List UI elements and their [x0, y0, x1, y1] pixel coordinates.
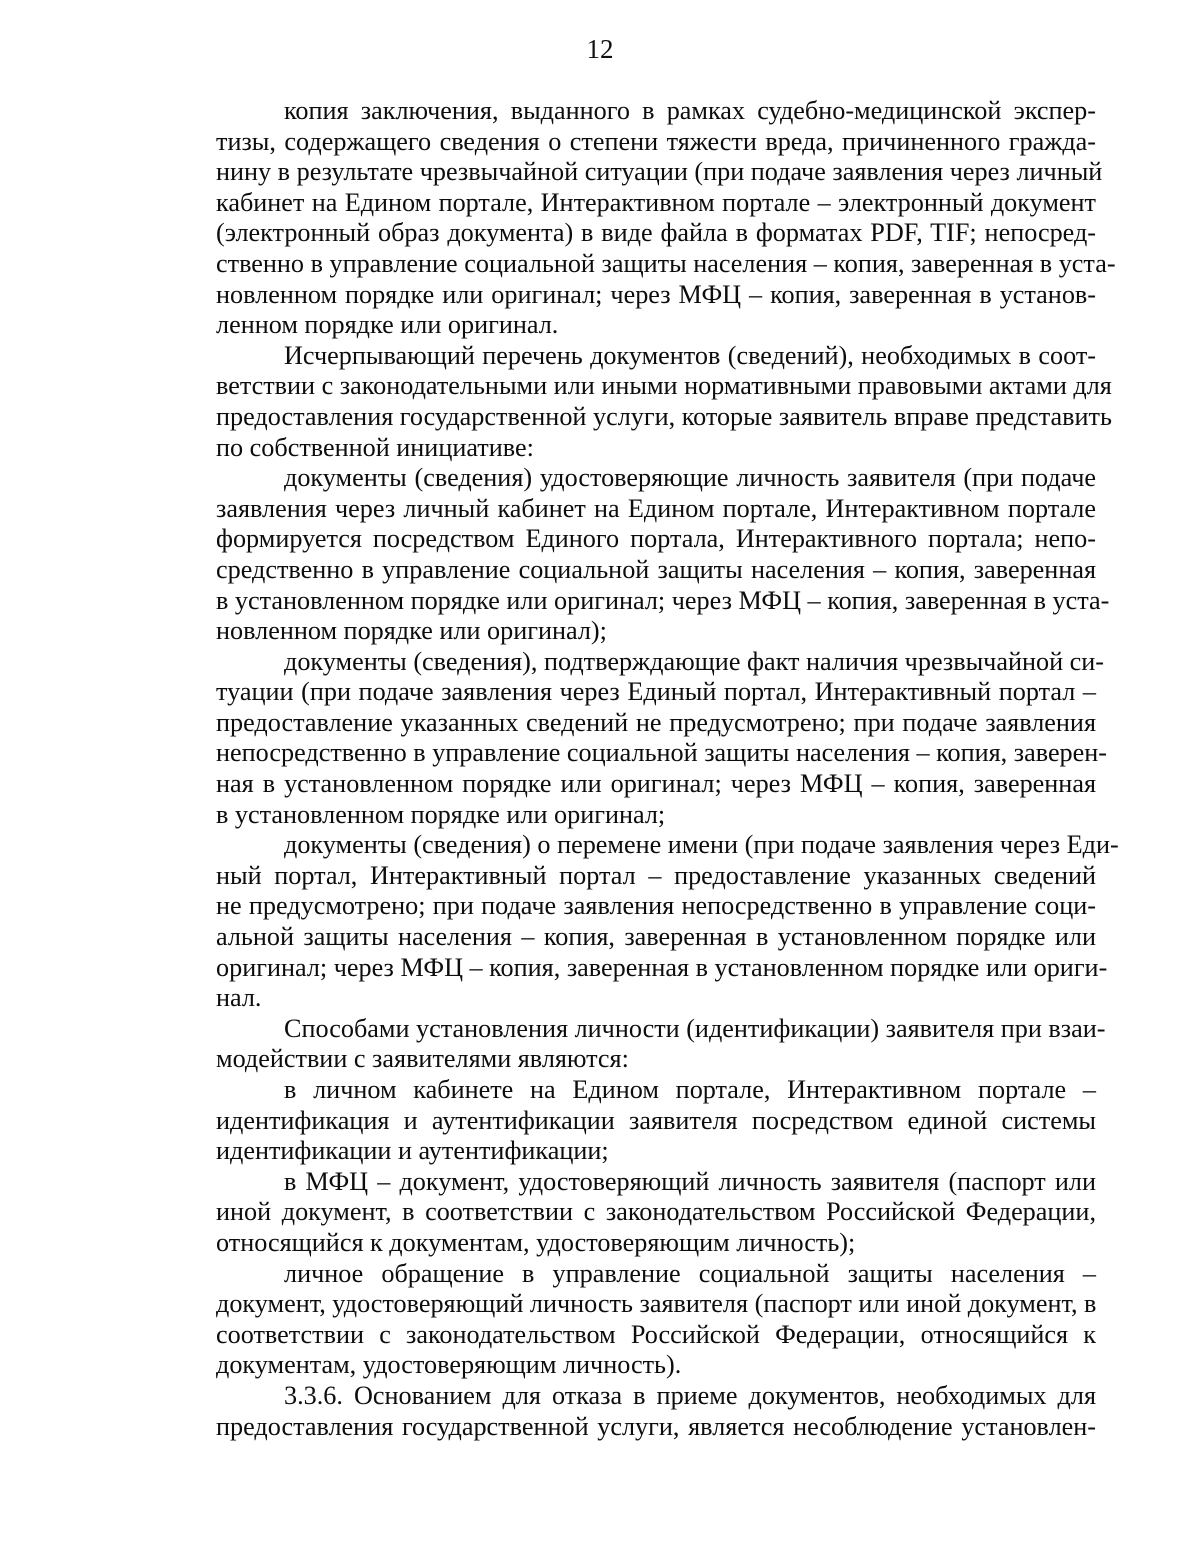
- text-line: (электронный образ документа) в виде файла в форматах PDF, TIF; непосред-: [216, 218, 1096, 248]
- text-line: формируется посредством Единого портала, Интерактивного портала; непо-: [216, 524, 1096, 554]
- text-line: относящийся к документам, удостоверяющим личность);: [216, 1227, 856, 1257]
- paragraph-name-change-documents: [216, 830, 1119, 1014]
- text-line: идентификация и аутентификации заявителя посредством единой системы: [216, 1105, 1096, 1135]
- text-line: 3.3.6. Основанием для отказа в приеме документов, необходимых для: [284, 1380, 1096, 1410]
- page-number: 12: [586, 34, 614, 64]
- text-line: иной документ, в соответствии с законодательством Российской Федерации,: [216, 1197, 1096, 1227]
- text-line: документам, удостоверяющим личность).: [216, 1350, 682, 1380]
- paragraph-exhaustive-list: [216, 340, 1112, 463]
- text-line: альной защиты населения – копия, заверенная в установленном порядке или: [216, 922, 1096, 952]
- text-line: в установленном порядке или оригинал;: [216, 799, 666, 829]
- text-line: нал.: [216, 983, 262, 1013]
- text-line: по собственной инициативе:: [216, 432, 534, 462]
- text-line: в МФЦ – документ, удостоверяющий личность заявителя (паспорт или: [284, 1166, 1096, 1196]
- text-line: документы (сведения) удостоверяющие личность заявителя (при подаче: [284, 463, 1096, 493]
- text-line: нину в результате чрезвычайной ситуации (при подаче заявления через личный: [216, 157, 1103, 187]
- paragraph-forensic-conclusion: [216, 96, 1116, 341]
- text-line: ветствии с законодательными или иными нормативными правовыми актами для: [216, 371, 1112, 401]
- text-line: новленном порядке или оригинал);: [216, 616, 607, 646]
- text-line: тизы, содержащего сведения о степени тяжести вреда, причиненного гражда-: [216, 126, 1096, 156]
- text-line: оригинал; через МФЦ – копия, заверенная в установленном порядке или ориги-: [216, 952, 1108, 982]
- text-line: туации (при подаче заявления через Единый портал, Интерактивный портал –: [216, 677, 1096, 707]
- text-line: новленном порядке или оригинал; через МФЦ – копия, заверенная в установ-: [216, 279, 1096, 309]
- text-line: ный портал, Интерактивный портал – предоставление указанных сведений: [216, 860, 1096, 890]
- paragraph-personal-visit: [216, 1259, 1096, 1381]
- text-line: ленном порядке или оригинал.: [216, 310, 559, 340]
- text-line: документ, удостоверяющий личность заявителя (паспорт или иной документ, в: [216, 1289, 1097, 1319]
- text-line: документы (сведения), подтверждающие факт наличия чрезвычайной си-: [284, 646, 1105, 676]
- text-line: средственно в управление социальной защиты населения – копия, заверенная: [216, 554, 1096, 584]
- text-line: предоставления государственной услуги, является несоблюдение установлен-: [216, 1411, 1096, 1441]
- text-line: ная в установленном порядке или оригинал; через МФЦ – копия, заверенная: [216, 769, 1096, 799]
- document-body: [216, 96, 1119, 1442]
- text-line: ственно в управление социальной защиты населения – копия, заверенная в уста-: [216, 248, 1116, 278]
- text-line: копия заключения, выданного в рамках судебно-медицинской экспер-: [284, 96, 1096, 125]
- paragraph-mfc: [216, 1167, 1096, 1259]
- paragraph-emergency-documents: [216, 646, 1108, 831]
- text-line: в установленном порядке или оригинал; через МФЦ – копия, заверенная в уста-: [216, 585, 1110, 615]
- text-line: предоставление указанных сведений не предусмотрено; при подаче заявления: [216, 707, 1096, 737]
- text-line: соответствии с законодательством Российской Федерации, относящийся к: [216, 1319, 1096, 1349]
- text-line: предоставления государственной услуги, которые заявитель вправе представить: [216, 401, 1112, 431]
- paragraph-personal-cabinet: [216, 1075, 1096, 1167]
- text-line: не предусмотрено; при подаче заявления непосредственно в управление соци-: [216, 891, 1096, 921]
- text-line: модействии с заявителями являются:: [216, 1044, 629, 1074]
- paragraph-section-3-3-6: [216, 1381, 1096, 1442]
- text-line: документы (сведения) о перемене имени (при подаче заявления через Еди-: [284, 830, 1119, 860]
- text-line: личное обращение в управление социальной защиты населения –: [284, 1258, 1096, 1288]
- paragraph-identification-methods: [216, 1013, 1106, 1075]
- text-line: идентификации и аутентификации;: [216, 1136, 609, 1166]
- text-line: Способами установления личности (идентификации) заявителя при взаи-: [284, 1013, 1106, 1043]
- text-line: заявления через личный кабинет на Едином портале, Интерактивном портале: [216, 493, 1096, 523]
- text-line: непосредственно в управление социальной защиты населения – копия, заверен-: [216, 738, 1108, 768]
- text-line: кабинет на Едином портале, Интерактивном портале – электронный документ: [216, 187, 1096, 217]
- text-line: Исчерпывающий перечень документов (сведений), необходимых в соот-: [284, 340, 1096, 370]
- paragraph-identity-documents: [216, 463, 1110, 647]
- text-line: в личном кабинете на Едином портале, Интерактивном портале –: [284, 1075, 1096, 1104]
